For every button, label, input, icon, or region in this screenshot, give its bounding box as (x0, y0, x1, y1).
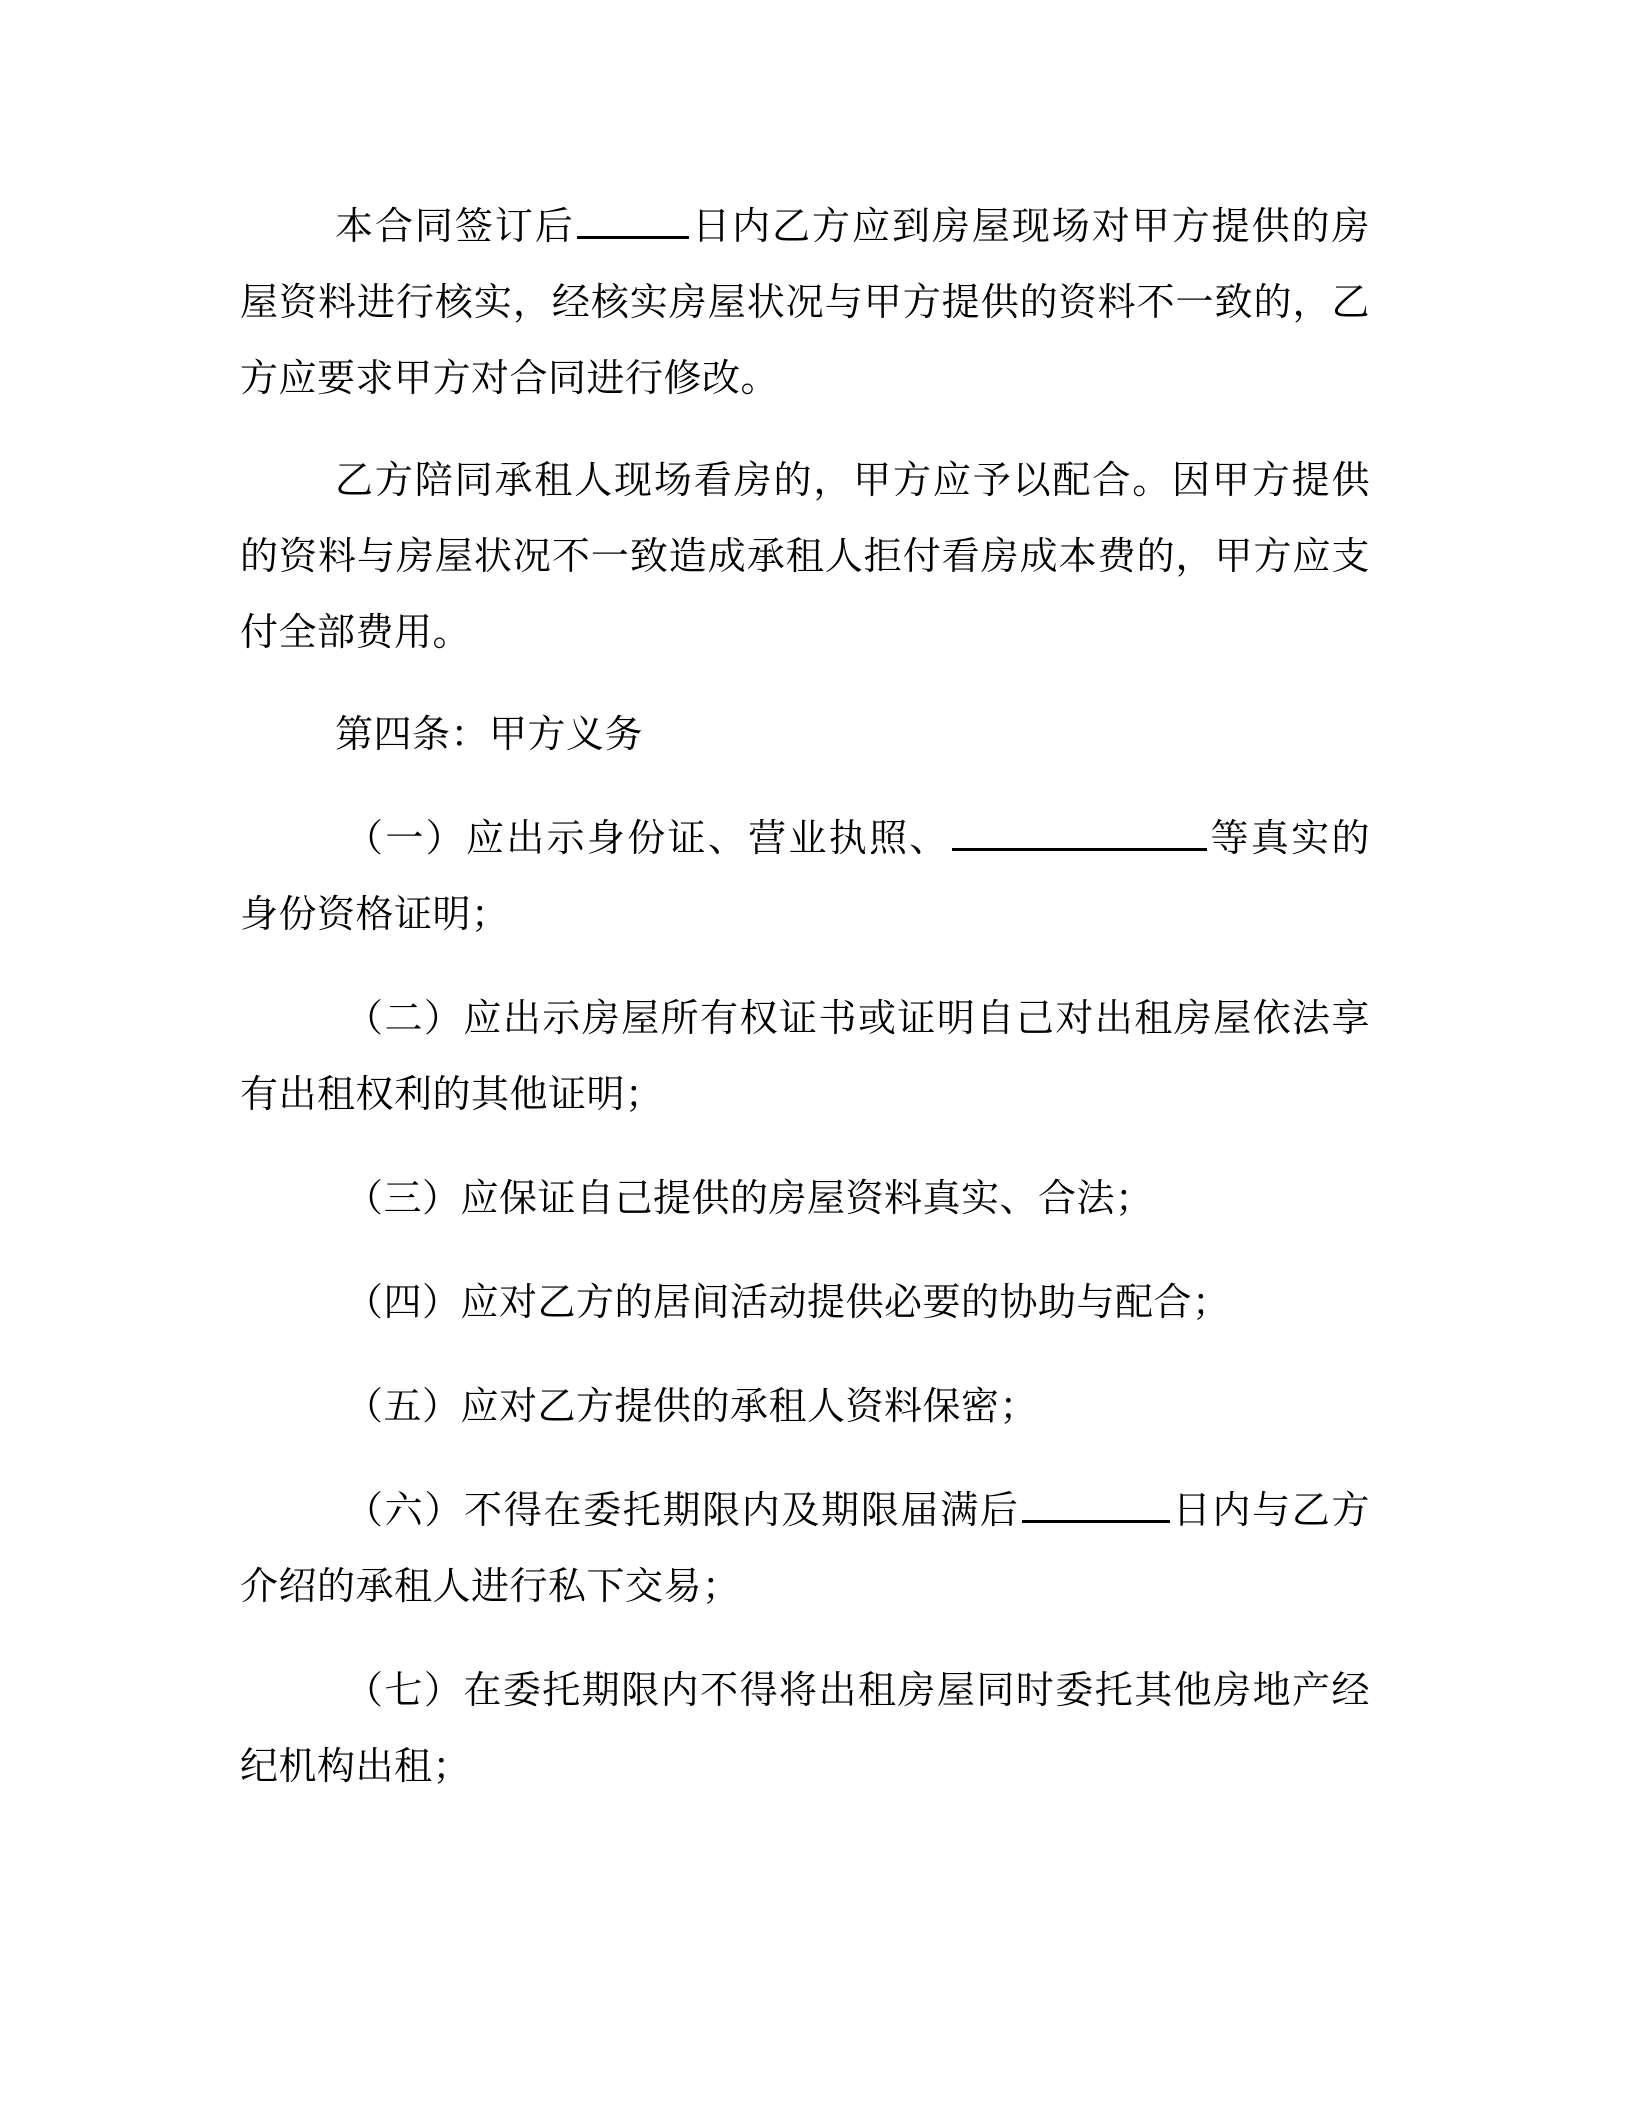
article-title: 第四条：甲方义务 (335, 712, 644, 756)
blank-period-days-field (1022, 1490, 1170, 1523)
obligation-item-1 (240, 800, 1370, 952)
obligation-item-6 (240, 1472, 1370, 1624)
paragraph-viewing: 乙方陪同承租人现场看房的，甲方应予以配合。因甲方提供的资料与房屋状况不一致造成承租人拒付看房成本费的，甲方应支付全部费用。 (240, 458, 1370, 654)
blank-days-field (577, 206, 689, 239)
obligation-item-2: （二）应出示房屋所有权证书或证明自己对出租房屋依法享有出租权利的其他证明； (240, 996, 1370, 1116)
obligation-item-4: （四）应对乙方的居间活动提供必要的协助与配合； (345, 1280, 1231, 1324)
blank-certificate-field (952, 818, 1207, 851)
obligation-item-3: （三）应保证自己提供的房屋资料真实、合法； (345, 1176, 1154, 1220)
obligation-item-5: （五）应对乙方提供的承租人资料保密； (345, 1384, 1039, 1428)
obligation-item-7: （七）在委托期限内不得将出租房屋同时委托其他房地产经纪机构出租； (240, 1668, 1370, 1788)
paragraph-verification-text-start: 本合同签订后 (335, 204, 575, 248)
obligation-item-1-text-end: 等真实的身份资格证明； (240, 816, 1370, 936)
obligation-item-1-text-start: （一）应出示身份证、营业执照、 (345, 816, 950, 860)
document-body (240, 188, 1370, 1804)
paragraph-verification-text-end: 日内乙方应到房屋现场对甲方提供的房屋资料进行核实，经核实房屋状况与甲方提供的资料不一致的，乙方应要求甲方对合同进行修改。 (240, 204, 1370, 400)
paragraph-verification (240, 188, 1370, 416)
obligation-item-6-text-start: （六）不得在委托期限内及期限届满后 (345, 1488, 1020, 1532)
obligation-item-6-text-end: 日内与乙方介绍的承租人进行私下交易； (240, 1488, 1370, 1608)
